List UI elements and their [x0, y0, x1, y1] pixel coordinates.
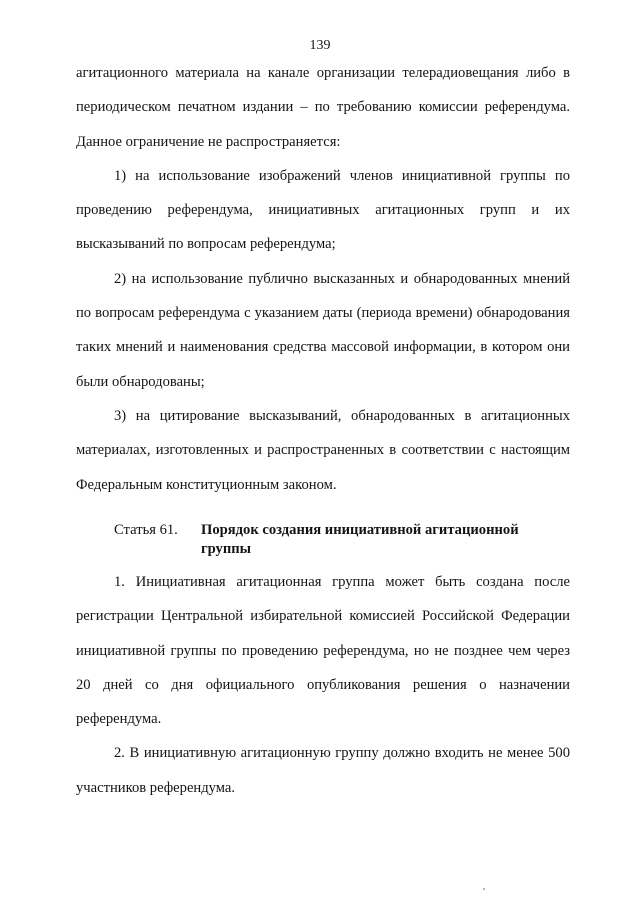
list-item-1: 1) на использование изображений членов инициативной группы по проведению референдума, инициативных агитационных групп и их высказываний по вопросам референдума; [76, 167, 570, 253]
page-number: 139 [309, 38, 331, 53]
article-title: Порядок создания инициативной агитационной группы [201, 522, 519, 557]
list-item-2: 2) на использование публично высказанных и обнародованных мнений по вопросам референдума с указанием даты (периода времени) обнародования таких мнений и наименования средства массовой информации, в котором они были обнародованы; [76, 270, 570, 390]
text-block-bottom [76, 565, 570, 805]
article-number: Статья 61. [114, 522, 178, 538]
paragraph-2: 2. В инициативную агитационную группу должно входить не менее 500 участников референдума. [76, 745, 570, 796]
list-item-3: 3) на цитирование высказываний, обнародованных в агитационных материалах, изготовленных и распространенных в соответствии с настоящим Федеральным конституционным законом. [76, 407, 570, 493]
paragraph-continuation: агитационного материала на канале организации телерадиовещания либо в периодическом печатном издании – по требованию комиссии референдума. Данное ограничение не распространяется: [76, 65, 570, 150]
paragraph-1: 1. Инициативная агитационная группа может быть создана после регистрации Центральной избирательной комиссией Российской Федерации инициативной группы по проведению референдума, но не позднее чем через 20 дней со дня официального опубликования решения о назначении референдума. [76, 574, 570, 728]
scan-speck [483, 888, 485, 890]
text-block-top [76, 56, 570, 502]
